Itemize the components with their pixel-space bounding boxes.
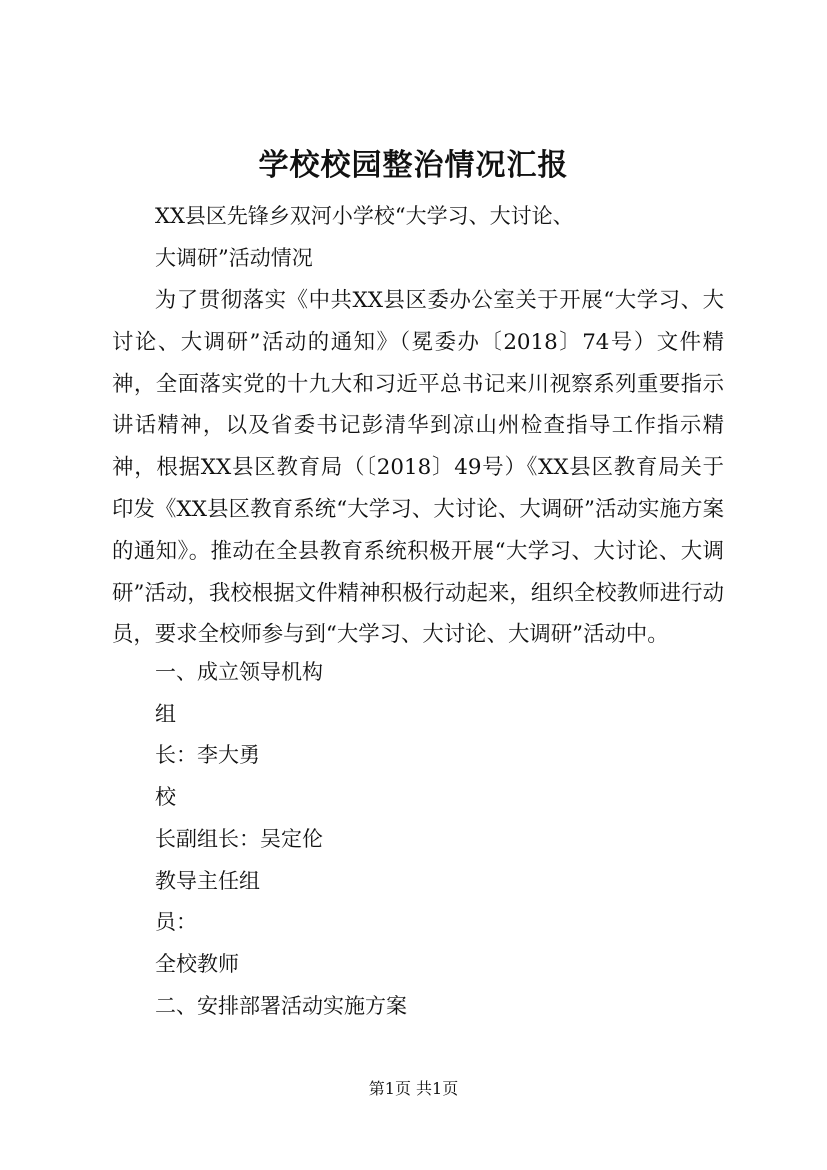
org-line-2: 长：李大勇 (155, 743, 260, 767)
org-line-3: 校 (155, 785, 176, 809)
subtitle-line-1: XX县区先锋乡双河小学校“大学习、大讨论、 (155, 204, 574, 228)
org-line-1: 组 (155, 702, 176, 726)
document-title: 学校校园整治情况汇报 (258, 148, 569, 183)
org-line-7: 全校教师 (155, 952, 239, 976)
subtitle-line-2: 大调研”活动情况 (155, 246, 313, 270)
body-paragraph: 为了贯彻落实《中共XX县区委办公室关于开展“大学习、大讨论、大调研”活动的通知》（冕委办〔2018〕74号）文件精神，全面落实党的十九大和习近平总书记来川视察系列重要指示讲话精神，以及省委书记彭清华到凉山州检查指导工作指示精神，根据XX县区教育局（〔2018〕49号）《XX县区教育局关于印发《XX县区教育系统“大学习、大讨论、大调研”活动实施方案的通知》。推动在全县教育系统积极开展“大学习、大讨论、大调研”活动，我校根据文件精神积极行动起来，组织全校教师进行动员，要求全校师参与到“大学习、大讨论、大调研”活动中。 (112, 288, 724, 648)
org-line-4: 长副组长：吴定伦 (155, 827, 323, 851)
section-heading-leadership: 一、成立领导机构 (155, 660, 323, 684)
org-line-5: 教导主任组 (155, 869, 260, 893)
section-heading-plan: 二、安排部署活动实施方案 (155, 994, 407, 1018)
org-line-6: 员： (155, 910, 197, 934)
page-footer: 第1页 共1页 (368, 1079, 459, 1098)
